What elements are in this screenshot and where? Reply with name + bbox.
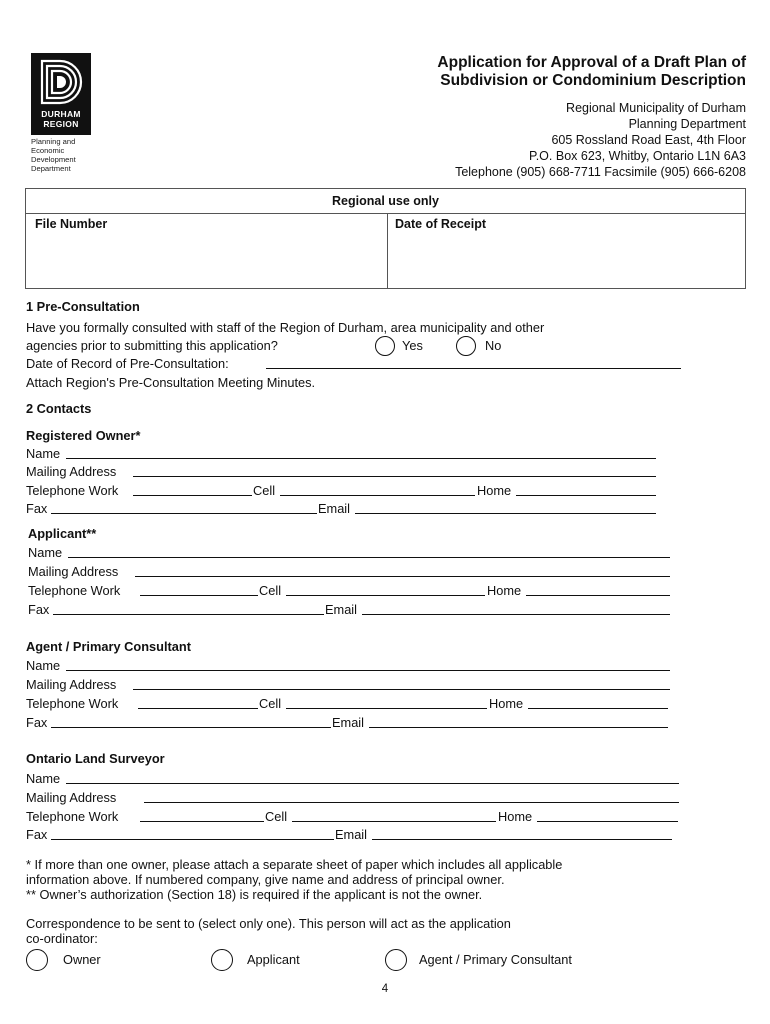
address-line: 605 Rossland Road East, 4th Floor [551, 133, 746, 147]
date-of-receipt-label: Date of Receipt [395, 217, 486, 231]
regional-use-title: Regional use only [26, 189, 745, 214]
form-title-line1: Application for Approval of a Draft Plan of [437, 54, 746, 71]
surveyor-tel-label: Telephone Work [26, 809, 119, 824]
surveyor-mailing-label: Mailing Address [26, 790, 117, 805]
logo-sub-1: Planning and [31, 137, 76, 146]
applicant-cell-label: Cell [259, 583, 282, 598]
address-line: Planning Department [628, 117, 746, 131]
preconsult-date-field[interactable] [266, 356, 681, 369]
owner-name-field[interactable] [66, 446, 656, 459]
regional-use-divider [387, 213, 388, 289]
surveyor-heading: Ontario Land Surveyor [26, 751, 165, 766]
agent-tel-field[interactable] [138, 696, 258, 709]
preconsult-question-line2: agencies prior to submitting this application? [26, 338, 278, 353]
surveyor-home-field[interactable] [537, 809, 678, 822]
applicant-home-field[interactable] [526, 583, 670, 596]
agent-mailing-field[interactable] [133, 677, 670, 690]
correspondence-line2: co-ordinator: [26, 931, 98, 946]
surveyor-email-label: Email [335, 827, 367, 842]
preconsult-yes-radio[interactable] [375, 336, 395, 356]
owner-cell-label: Cell [253, 483, 276, 498]
agent-home-field[interactable] [528, 696, 668, 709]
durham-d-logo-icon [38, 59, 84, 105]
owner-fax-label: Fax [26, 501, 48, 516]
surveyor-email-field[interactable] [372, 827, 672, 840]
applicant-mailing-label: Mailing Address [28, 564, 119, 579]
preconsult-attach-note: Attach Region's Pre-Consultation Meeting Minutes. [26, 375, 316, 390]
agent-email-field[interactable] [369, 715, 668, 728]
agent-tel-label: Telephone Work [26, 696, 119, 711]
logo-subtitle [31, 137, 111, 173]
surveyor-mailing-field[interactable] [144, 790, 679, 803]
correspondence-owner-radio[interactable] [26, 949, 48, 971]
applicant-email-label: Email [325, 602, 357, 617]
applicant-tel-field[interactable] [140, 583, 258, 596]
address-line: P.O. Box 623, Whitby, Ontario L1N 6A3 [528, 149, 746, 163]
owner-mailing-field[interactable] [133, 464, 656, 477]
logo-sub-3: Development [31, 155, 76, 164]
correspondence-owner-label: Owner [63, 952, 101, 967]
correspondence-applicant-label: Applicant [247, 952, 300, 967]
owner-home-field[interactable] [516, 483, 656, 496]
applicant-name-field[interactable] [68, 545, 670, 558]
note-line1: * If more than one owner, please attach a separate sheet of paper which includes all applicable [26, 857, 563, 872]
owner-fax-field[interactable] [51, 501, 317, 514]
applicant-cell-field[interactable] [286, 583, 485, 596]
preconsult-yes-label: Yes [402, 338, 423, 353]
agent-fax-field[interactable] [51, 715, 331, 728]
logo-sub-4: Department [31, 164, 71, 173]
logo-line2: REGION [43, 119, 79, 129]
note-line2: information above. If numbered company, give name and address of principal owner. [26, 872, 505, 887]
applicant-tel-label: Telephone Work [28, 583, 121, 598]
durham-region-logo [31, 53, 91, 135]
address-line: Regional Municipality of Durham [566, 101, 746, 115]
surveyor-tel-field[interactable] [140, 809, 264, 822]
applicant-name-label: Name [28, 545, 63, 560]
agent-home-label: Home [489, 696, 524, 711]
file-number-label: File Number [35, 217, 108, 231]
owner-name-label: Name [26, 446, 61, 461]
owner-mailing-label: Mailing Address [26, 464, 117, 479]
form-title [326, 54, 746, 90]
agent-cell-field[interactable] [286, 696, 487, 709]
agent-email-label: Email [332, 715, 364, 730]
surveyor-cell-field[interactable] [292, 809, 496, 822]
agent-heading: Agent / Primary Consultant [26, 639, 191, 654]
surveyor-fax-field[interactable] [51, 827, 334, 840]
correspondence-applicant-radio[interactable] [211, 949, 233, 971]
correspondence-agent-label: Agent / Primary Consultant [419, 952, 572, 967]
department-address [326, 100, 746, 180]
form-title-line2: Subdivision or Condominium Description [440, 72, 746, 89]
page-number: 4 [381, 983, 389, 995]
owner-tel-label: Telephone Work [26, 483, 119, 498]
agent-name-field[interactable] [66, 658, 670, 671]
agent-fax-label: Fax [26, 715, 48, 730]
preconsult-question-line1: Have you formally consulted with staff of the Region of Durham, area municipality and other [26, 320, 545, 335]
surveyor-home-label: Home [498, 809, 533, 824]
owner-tel-field[interactable] [133, 483, 252, 496]
correspondence-line1: Correspondence to be sent to (select only one). This person will act as the application [26, 916, 511, 931]
preconsult-no-label: No [485, 338, 502, 353]
applicant-email-field[interactable] [362, 602, 670, 615]
applicant-heading: Applicant** [28, 526, 97, 541]
owner-email-field[interactable] [355, 501, 656, 514]
section2-heading: 2 Contacts [26, 401, 92, 416]
preconsult-date-label: Date of Record of Pre-Consultation: [26, 356, 229, 371]
surveyor-cell-label: Cell [265, 809, 288, 824]
preconsult-no-radio[interactable] [456, 336, 476, 356]
address-line: Telephone (905) 668-7711 Facsimile (905) 666-6208 [455, 165, 746, 179]
agent-cell-label: Cell [259, 696, 282, 711]
owner-cell-field[interactable] [280, 483, 475, 496]
agent-name-label: Name [26, 658, 61, 673]
applicant-home-label: Home [487, 583, 522, 598]
regional-use-box [25, 188, 746, 289]
owner-heading: Registered Owner* [26, 428, 141, 443]
surveyor-name-field[interactable] [66, 771, 679, 784]
agent-mailing-label: Mailing Address [26, 677, 117, 692]
applicant-fax-label: Fax [28, 602, 50, 617]
owner-home-label: Home [477, 483, 512, 498]
applicant-mailing-field[interactable] [135, 564, 670, 577]
correspondence-agent-radio[interactable] [385, 949, 407, 971]
logo-line1: DURHAM [41, 109, 81, 119]
applicant-fax-field[interactable] [53, 602, 324, 615]
note-line3: ** Owner’s authorization (Section 18) is required if the applicant is not the owner. [26, 887, 483, 902]
surveyor-fax-label: Fax [26, 827, 48, 842]
surveyor-name-label: Name [26, 771, 61, 786]
logo-sub-2: Economic [31, 146, 65, 155]
owner-email-label: Email [318, 501, 350, 516]
section1-heading: 1 Pre-Consultation [26, 299, 140, 314]
